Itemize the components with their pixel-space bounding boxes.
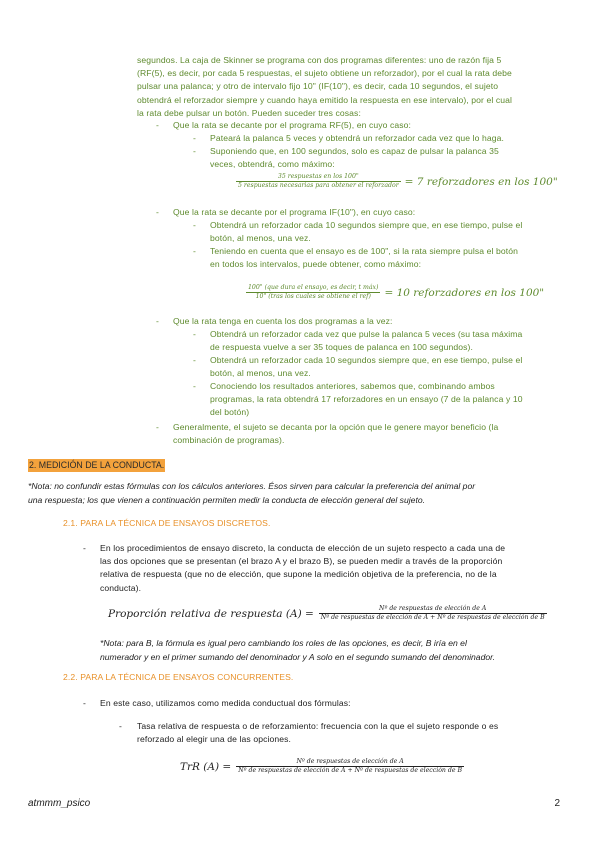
bullet-dash: - xyxy=(193,133,196,143)
bullet-dash: - xyxy=(193,220,196,230)
formula-result: = 10 reforzadores en los 100" xyxy=(384,286,545,299)
note-line: *Nota: no confundir estas fórmulas con los cálculos anteriores. Ésos sirven para calcular la preferencia del animal por xyxy=(28,481,476,491)
case2-sub2 xyxy=(210,245,572,271)
section-2-1-heading: 2.1. PARA LA TÉCNICA DE ENSAYOS DISCRETOS. xyxy=(63,518,271,528)
case3-title: Que la rata tenga en cuenta los dos programas a la vez: xyxy=(173,316,393,326)
intro-line: pulsar una palanca; y otro de intervalo fijo 10" (IF(10"), es decir, cada 10 segundos, el sujeto xyxy=(137,81,499,92)
case3-sub2 xyxy=(210,354,572,380)
formula-lhs: TrR (A) = xyxy=(180,760,232,773)
intro-line: segundos. La caja de Skinner se programa con dos programas diferentes: uno de razón fija 5 xyxy=(137,55,502,65)
case2-sub2-line: en todos los intervalos, puede obtener, como máximo: xyxy=(210,259,422,270)
case3-sub1 xyxy=(210,328,572,354)
section-2-1-note xyxy=(100,637,574,664)
section-2-2-intro: En este caso, utilizamos como medida conductual dos fórmulas: xyxy=(100,698,351,708)
paragraph-line: las dos opciones que se presentan (el brazo A y el brazo B), se pueden medir a través de la proporción xyxy=(100,556,503,567)
bullet-dash: - xyxy=(156,120,159,130)
case3-sub3-line: programas, la rata obtendrá 17 reforzadores en un ensayo (7 de la palanca y 10 xyxy=(210,394,523,405)
fraction-denominator: Nº de respuestas de elección de A + Nº de respuestas de elección de B xyxy=(238,767,463,774)
section-2-2-subitem xyxy=(137,720,574,746)
case1-sub2-line: Suponiendo que, en 100 segundos, solo es capaz de pulsar la palanca 35 xyxy=(210,146,499,156)
intro-line: la rata debe pulsar un botón. Pueden suceder tres cosas: xyxy=(137,107,361,118)
note-line: numerador y en el primer sumando del denominador y A solo en el segundo sumando del denominador. xyxy=(100,651,496,662)
bullet-dash: - xyxy=(156,207,159,217)
note-line: una respuesta; los que vienen a continuación permiten medir la conducta de elección general del sujeto. xyxy=(28,494,425,505)
bullet-dash: - xyxy=(193,246,196,256)
fraction-numerator: Nº de respuestas de elección de A xyxy=(379,605,487,612)
fraction xyxy=(319,605,547,622)
subitem-line: Tasa relativa de respuesta o de reforzamiento: frecuencia con la que el sujeto responde o es xyxy=(137,721,499,731)
general-paragraph xyxy=(173,421,572,447)
intro-paragraph xyxy=(137,54,572,120)
note-line: *Nota: para B, la fórmula es igual pero cambiando los roles de las opciones, es decir, B iría en el xyxy=(100,638,467,648)
bullet-dash: - xyxy=(119,721,122,731)
subitem-line: reforzado al elegir una de las opciones. xyxy=(137,734,292,745)
bullet-dash: - xyxy=(193,381,196,391)
trr-formula xyxy=(180,756,464,775)
case2-formula xyxy=(246,282,544,301)
section-2-note xyxy=(28,480,576,507)
paragraph-line: En los procedimientos de ensayo discreto, la conducta de elección de un sujeto respecto a cada una de xyxy=(100,543,506,553)
bullet-dash: - xyxy=(83,698,86,708)
paragraph-line: relativa de respuesta (que no de elección, que supone la medición objetiva de la preferencia, no de la xyxy=(100,569,497,580)
bullet-dash: - xyxy=(156,422,159,432)
bullet-dash: - xyxy=(156,316,159,326)
case2-sub1 xyxy=(210,219,572,245)
case3-sub1-line: de respuesta vuelve a ser 35 toques de palanca en 100 segundos). xyxy=(210,342,473,353)
fraction-numerator: 100" (que dura el ensayo, es decir, t máx) xyxy=(248,284,379,291)
formula-lhs: Proporción relativa de respuesta (A) = xyxy=(108,607,314,620)
case1-formula xyxy=(236,171,558,190)
fraction xyxy=(246,284,380,301)
case3-sub3-line: Conociendo los resultados anteriores, sabemos que, combinando ambos xyxy=(210,381,495,391)
case1-sub2-line: veces, obtendrá, como máximo: xyxy=(210,159,335,170)
fraction xyxy=(236,758,464,775)
section-2-1-paragraph xyxy=(100,542,574,595)
case1-sub1: Pateará la palanca 5 veces y obtendrá un reforzador cada vez que lo haga. xyxy=(210,133,504,143)
case3-sub3-line: del botón) xyxy=(210,407,250,418)
case1-sub2 xyxy=(210,145,572,171)
intro-line: (RF(5), es decir, por cada 5 respuestas, el sujeto obtiene un reforzador), por el cual la rata debe xyxy=(137,68,512,79)
bullet-dash: - xyxy=(193,146,196,156)
case3-sub2-line: botón, al menos, una vez. xyxy=(210,368,311,379)
case3-sub3 xyxy=(210,380,572,420)
fraction-denominator: 5 respuestas necesarias para obtener el reforzador xyxy=(238,182,399,189)
case3-sub2-line: Obtendrá un reforzador cada 10 segundos siempre que, en ese tiempo, pulse el xyxy=(210,355,523,365)
proportion-formula xyxy=(108,603,547,622)
fraction-numerator: Nº de respuestas de elección de A xyxy=(296,758,404,765)
section-2-heading: 2. MEDICIÓN DE LA CONDUCTA. xyxy=(29,460,165,470)
bullet-dash: - xyxy=(83,543,86,553)
formula-result: = 7 reforzadores en los 100" xyxy=(404,175,558,188)
footer-author: atmmm_psico xyxy=(28,798,91,809)
fraction-numerator: 35 respuestas en los 100" xyxy=(277,173,359,180)
intro-line: obtendrá el reforzador siempre y cuando haya emitido la respuesta en ese intervalo), por el cual xyxy=(137,94,513,105)
case2-sub1-line: botón, al menos, una vez. xyxy=(210,233,311,244)
bullet-dash: - xyxy=(193,329,196,339)
bullet-dash: - xyxy=(193,355,196,365)
paragraph-line: conducta). xyxy=(100,582,142,593)
section-2-2-heading: 2.2. PARA LA TÉCNICA DE ENSAYOS CONCURRENTES. xyxy=(63,672,294,682)
case3-sub1-line: Obtendrá un reforzador cada vez que pulse la palanca 5 veces (su tasa máxima xyxy=(210,329,523,339)
general-line: Generalmente, el sujeto se decanta por la opción que le genere mayor beneficio (la xyxy=(173,422,499,432)
case2-sub2-line: Teniendo en cuenta que el ensayo es de 100", si la rata siempre pulsa el botón xyxy=(210,246,519,256)
fraction-denominator: Nº de respuestas de elección de A + Nº de respuestas de elección de B xyxy=(320,614,545,621)
page-number: 2 xyxy=(554,798,560,809)
fraction xyxy=(236,173,401,190)
case1-title: Que la rata se decante por el programa RF(5), en cuyo caso: xyxy=(173,120,412,130)
case2-sub1-line: Obtendrá un reforzador cada 10 segundos siempre que, en ese tiempo, pulse el xyxy=(210,220,523,230)
fraction-denominator: 10" (tras los cuales se obtiene el ref) xyxy=(246,292,380,301)
general-line: combinación de programas). xyxy=(173,435,285,446)
case2-title: Que la rata se decante por el programa IF(10"), en cuyo caso: xyxy=(173,207,416,217)
